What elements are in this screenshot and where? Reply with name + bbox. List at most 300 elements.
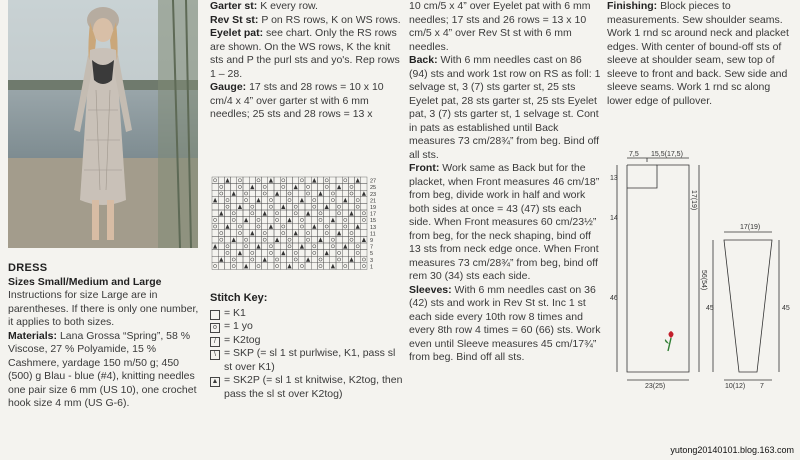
chart-cell (249, 217, 255, 224)
chart-cell (255, 256, 261, 263)
chart-cell (212, 250, 218, 257)
chart-sk2p-mark (356, 178, 360, 183)
chart-cell (280, 210, 286, 217)
chart-sk2p-mark (225, 178, 229, 183)
chart-sk2p-mark (250, 185, 254, 190)
rose-icon (662, 330, 680, 357)
chart-sk2p-mark (213, 244, 217, 249)
chart-cell (224, 230, 230, 237)
chart-sk2p-mark (281, 204, 285, 209)
chart-sk2p-mark (238, 251, 242, 256)
chart-cell (311, 243, 317, 250)
chart-cell (231, 210, 237, 217)
chart-cell (237, 263, 243, 270)
stitch-key-text: = 1 yo (224, 320, 253, 332)
chart-cell (237, 197, 243, 204)
chart-cell (348, 230, 354, 237)
chart-cell (268, 230, 274, 237)
chart-cell (255, 177, 261, 184)
chart-sk2p-mark (312, 178, 316, 183)
chart-cell (231, 203, 237, 210)
chart-yo-mark (313, 199, 316, 202)
chart-yo-mark (300, 225, 303, 228)
chart-sk2p-mark (300, 244, 304, 249)
chart-cell (361, 210, 367, 217)
stitch-key-item (210, 374, 403, 401)
chart-cell (293, 250, 299, 257)
chart-cell (243, 223, 249, 230)
chart-cell (317, 250, 323, 257)
chart-sk2p-mark (238, 204, 242, 209)
chart-cell (342, 217, 348, 224)
chart-cell (212, 263, 218, 270)
chart-cell (231, 250, 237, 257)
chart-cell (218, 230, 224, 237)
chart-yo-mark (313, 205, 316, 208)
chart-cell (305, 177, 311, 184)
chart-cell (299, 256, 305, 263)
chart-cell (237, 184, 243, 191)
chart-cell (231, 223, 237, 230)
chart-yo-mark (232, 212, 235, 215)
chart-cell (342, 177, 348, 184)
chart-cell (218, 190, 224, 197)
chart-cell (249, 223, 255, 230)
chart-cell (305, 223, 311, 230)
chart-yo-mark (232, 258, 235, 261)
chart-cell (280, 256, 286, 263)
chart-cell (274, 184, 280, 191)
chart-cell (305, 230, 311, 237)
stitch-key-text: = K1 (224, 306, 246, 319)
chart-yo-mark (350, 232, 353, 235)
chart-cell (224, 217, 230, 224)
chart-cell (255, 250, 261, 257)
eyelet-text: see chart. Only the RS rows are shown. On the WS rows, K the knit sts and P the purl sts and yo's. Rep rows 1 – 28. (210, 27, 400, 80)
chart-yo-mark (276, 258, 279, 261)
chart-cell (342, 210, 348, 217)
pattern-title: DRESS (8, 262, 48, 274)
chart-cell (324, 197, 330, 204)
chart-yo-mark (263, 192, 266, 195)
chart-cell (274, 250, 280, 257)
chart-cell (330, 177, 336, 184)
chart-yo-mark (269, 245, 272, 248)
dim-sleeve-right: 45 (782, 305, 790, 312)
chart-row-number: 3 (370, 257, 374, 264)
chart-sk2p-mark (343, 244, 347, 249)
chart-cell (249, 263, 255, 270)
eyelet-chart-grid (210, 174, 382, 274)
chart-yo-mark (350, 238, 353, 241)
chart-row-number: 1 (370, 264, 374, 271)
chart-cell (218, 243, 224, 250)
chart-cell (293, 263, 299, 270)
chart-cell (249, 210, 255, 217)
chart-yo-mark (356, 251, 359, 254)
chart-cell (355, 203, 361, 210)
chart-cell (218, 197, 224, 204)
chart-sk2p-mark (318, 191, 322, 196)
chart-cell (243, 197, 249, 204)
chart-yo-mark (338, 212, 341, 215)
chart-cell (330, 197, 336, 204)
sleeves-paragraph (409, 284, 602, 365)
chart-sk2p-mark (256, 244, 260, 249)
chart-yo-mark (226, 205, 229, 208)
finishing-text: Block pieces to measurements. Sew shoulder seams. Work 1 rnd sc around neck and placket edges. With center of bound-off sts of sleeve at shoulder seam, sew top of sleeve to front and back. Sew side and sleeve seams. Work 1 rnd sc along lower edge of pullover. (607, 0, 789, 107)
chart-cell (224, 250, 230, 257)
chart-cell (224, 210, 230, 217)
chart-sk2p-mark (312, 224, 316, 229)
chart-sk2p-mark (306, 257, 310, 262)
chart-cell (280, 217, 286, 224)
chart-yo-mark (269, 199, 272, 202)
chart-cell (243, 230, 249, 237)
chart-yo-mark (362, 265, 365, 268)
chart-cell (311, 256, 317, 263)
dim-sleeve-top: 17(19) (740, 224, 761, 231)
chart-cell (280, 223, 286, 230)
chart-yo-mark (245, 199, 248, 202)
chart-cell (361, 243, 367, 250)
chart-cell (286, 197, 292, 204)
chart-cell (305, 250, 311, 257)
chart-yo-mark (307, 185, 310, 188)
chart-cell (342, 256, 348, 263)
chart-cell (336, 217, 342, 224)
chart-sk2p-mark (232, 237, 236, 242)
back-paragraph (409, 54, 602, 162)
chart-sk2p-mark (263, 257, 267, 262)
dim-body-top-left: 7,5 (629, 151, 639, 158)
chart-yo-mark (282, 179, 285, 182)
chart-yo-mark (325, 225, 328, 228)
chart-yo-mark (214, 179, 217, 182)
chart-cell (342, 203, 348, 210)
chart-yo-mark (226, 251, 229, 254)
chart-cell (237, 223, 243, 230)
chart-yo-mark (325, 232, 328, 235)
chart-cell (231, 243, 237, 250)
chart-cell (311, 217, 317, 224)
chart-cell (348, 190, 354, 197)
column-stitches (210, 0, 403, 122)
chart-row-number: 7 (370, 244, 374, 251)
chart-cell (293, 210, 299, 217)
gauge-paragraph (210, 81, 403, 122)
chart-cell (330, 250, 336, 257)
gauge-text: 17 sts and 28 rows = 10 x 10 cm/4 x 4” over garter st with 6 mm needles; 25 sts and 28 rows = 13 x (210, 81, 384, 120)
chart-yo-mark (350, 185, 353, 188)
chart-cell (212, 203, 218, 210)
dim-body-top-right: 15,5(17,5) (651, 151, 683, 158)
dim-body-bottom: 23(25) (645, 383, 666, 390)
watermark-text: yutong20140101.blog.163.com (670, 445, 794, 455)
chart-cell (231, 256, 237, 263)
chart-cell (299, 190, 305, 197)
chart-cell (355, 217, 361, 224)
chart-cell (255, 217, 261, 224)
chart-cell (274, 217, 280, 224)
chart-cell (212, 223, 218, 230)
chart-yo-mark (251, 251, 254, 254)
chart-cell (336, 177, 342, 184)
chart-cell (249, 203, 255, 210)
column-materials (8, 262, 201, 411)
garter-paragraph (210, 0, 403, 14)
chart-yo-mark (325, 179, 328, 182)
gauge-label: Gauge: (210, 81, 247, 93)
chart-sk2p-mark (256, 198, 260, 203)
chart-cell (212, 184, 218, 191)
chart-cell (274, 263, 280, 270)
chart-cell (218, 203, 224, 210)
chart-cell (286, 230, 292, 237)
chart-yo-mark (257, 179, 260, 182)
chart-cell (305, 190, 311, 197)
chart-cell (268, 197, 274, 204)
chart-cell (317, 184, 323, 191)
chart-cell (299, 177, 305, 184)
chart-yo-mark (331, 192, 334, 195)
chart-yo-mark (288, 192, 291, 195)
chart-cell (324, 184, 330, 191)
chart-cell (224, 263, 230, 270)
chart-cell (262, 190, 268, 197)
chart-cell (311, 263, 317, 270)
chart-yo-mark (282, 225, 285, 228)
chart-cell (336, 243, 342, 250)
chart-cell (311, 230, 317, 237)
chart-cell (336, 210, 342, 217)
chart-cell (299, 184, 305, 191)
chart-yo-mark (276, 265, 279, 268)
chart-yo-mark (276, 218, 279, 221)
chart-cell (224, 197, 230, 204)
chart-cell (293, 190, 299, 197)
chart-sk2p-mark (275, 191, 279, 196)
chart-cell (336, 256, 342, 263)
intro-text: Instructions for size Large are in parentheses. If there is only one number, it applies to both sizes. (8, 289, 199, 328)
rev-label: Rev St st: (210, 13, 259, 26)
chart-row-number: 25 (370, 185, 377, 192)
schematic-diagram (607, 150, 795, 390)
chart-yo-mark (288, 199, 291, 202)
chart-yo-mark (319, 218, 322, 221)
chart-yo-mark (238, 232, 241, 235)
chart-cell (324, 223, 330, 230)
chart-yo-mark (257, 265, 260, 268)
chart-row-number: 15 (370, 218, 377, 225)
sleeves-label: Sleeves: (409, 283, 452, 296)
chart-cell (330, 203, 336, 210)
chart-sk2p-mark (232, 191, 236, 196)
chart-sk2p-mark (306, 211, 310, 216)
chart-cell (361, 230, 367, 237)
chart-cell (262, 217, 268, 224)
chart-cell (218, 236, 224, 243)
chart-sk2p-mark (244, 218, 248, 223)
chart-yo-mark (220, 185, 223, 188)
chart-yo-mark (344, 265, 347, 268)
materials-label: Materials: (8, 329, 58, 342)
chart-yo-mark (294, 258, 297, 261)
chart-yo-mark (214, 225, 217, 228)
eyelet-chart (210, 174, 382, 274)
chart-cell (348, 177, 354, 184)
chart-cell (243, 243, 249, 250)
stitch-symbol-icon (210, 310, 220, 320)
chart-cell (286, 203, 292, 210)
chart-cell (342, 230, 348, 237)
dim-shoulder-height: 17(19) (690, 190, 697, 211)
chart-cell (317, 243, 323, 250)
stitch-symbol-icon: / (210, 337, 220, 347)
chart-row-number: 27 (370, 178, 377, 185)
chart-cell (255, 263, 261, 270)
chart-cell (293, 223, 299, 230)
chart-cell (243, 184, 249, 191)
chart-cell (311, 236, 317, 243)
chart-yo-mark (238, 225, 241, 228)
chart-yo-mark (294, 205, 297, 208)
chart-yo-mark (313, 245, 316, 248)
chart-sk2p-mark (362, 237, 366, 242)
chart-cell (243, 250, 249, 257)
chart-cell (262, 203, 268, 210)
chart-cell (299, 223, 305, 230)
chart-cell (293, 217, 299, 224)
chart-cell (268, 236, 274, 243)
chart-sk2p-mark (325, 251, 329, 256)
chart-cell (317, 223, 323, 230)
chart-cell (305, 236, 311, 243)
chart-cell (361, 177, 367, 184)
chart-cell (218, 250, 224, 257)
column-construction (409, 0, 602, 365)
chart-cell (280, 263, 286, 270)
chart-cell (262, 197, 268, 204)
chart-cell (243, 190, 249, 197)
chart-cell (280, 236, 286, 243)
chart-cell (274, 177, 280, 184)
stitch-key-list (210, 307, 403, 402)
dim-body-left: 46 (610, 295, 618, 302)
chart-sk2p-mark (337, 231, 341, 236)
chart-sk2p-mark (349, 257, 353, 262)
chart-sk2p-mark (250, 231, 254, 236)
chart-yo-mark (257, 218, 260, 221)
chart-yo-mark (319, 258, 322, 261)
chart-cell (299, 217, 305, 224)
chart-cell (255, 184, 261, 191)
chart-cell (336, 250, 342, 257)
chart-cell (324, 210, 330, 217)
chart-cell (299, 230, 305, 237)
chart-sk2p-mark (294, 185, 298, 190)
chart-sk2p-mark (325, 204, 329, 209)
chart-cell (324, 190, 330, 197)
chart-cell (348, 184, 354, 191)
chart-cell (348, 250, 354, 257)
chart-cell (262, 263, 268, 270)
chart-cell (249, 236, 255, 243)
front-paragraph (409, 162, 602, 284)
chart-yo-mark (307, 238, 310, 241)
chart-sk2p-mark (356, 224, 360, 229)
stitch-key-item (210, 320, 403, 334)
chart-yo-mark (251, 258, 254, 261)
chart-cell (355, 230, 361, 237)
chart-cell (231, 184, 237, 191)
chart-cell (255, 203, 261, 210)
chart-yo-mark (307, 232, 310, 235)
back-text: With 6 mm needles cast on 86 (94) sts and work 1st row on RS as foll: 1 selvage st, 3 (7) sts garter st, 25 sts Eyelet pat, 28 sts garter st, 25 sts Eyelet pat, 3 (7) sts garter st, 1 selvage st. Cont in pats as established until Back measures 73 cm/28¾” from beg. Bind off all sts. (409, 54, 601, 161)
chart-sk2p-mark (275, 237, 279, 242)
chart-sk2p-mark (294, 231, 298, 236)
chart-cell (355, 250, 361, 257)
chart-cell (237, 190, 243, 197)
chart-cell (262, 223, 268, 230)
chart-sk2p-mark (219, 211, 223, 216)
chart-cell (224, 236, 230, 243)
chart-cell (237, 217, 243, 224)
chart-cell (361, 263, 367, 270)
chart-cell (274, 197, 280, 204)
chart-yo-mark (319, 265, 322, 268)
chart-yo-mark (325, 185, 328, 188)
chart-cell (243, 203, 249, 210)
chart-yo-mark (313, 251, 316, 254)
chart-yo-mark (338, 258, 341, 261)
chart-cell (336, 203, 342, 210)
chart-cell (299, 210, 305, 217)
chart-cell (218, 223, 224, 230)
chart-sk2p-mark (213, 198, 217, 203)
garter-label: Garter st: (210, 0, 258, 12)
chart-cell (355, 190, 361, 197)
chart-cell (348, 197, 354, 204)
chart-cell (324, 256, 330, 263)
chart-cell (212, 217, 218, 224)
chart-yo-mark (245, 192, 248, 195)
chart-cell (311, 210, 317, 217)
stitch-symbol-icon: ▲ (211, 378, 219, 385)
chart-yo-mark (214, 265, 217, 268)
chart-row-number: 13 (370, 224, 377, 231)
chart-yo-mark (269, 251, 272, 254)
chart-row-number: 21 (370, 198, 377, 205)
chart-cell (342, 250, 348, 257)
chart-cell (355, 256, 361, 263)
chart-sk2p-mark (287, 264, 291, 269)
chart-cell (317, 210, 323, 217)
garter-text: K every row. (260, 0, 318, 12)
chart-row-number: 9 (370, 238, 374, 244)
chart-row-number: 19 (370, 205, 377, 211)
dim-neck-depth: 13 (610, 175, 618, 182)
chart-row-number: 11 (370, 231, 376, 238)
chart-yo-mark (226, 199, 229, 202)
chart-yo-mark (300, 218, 303, 221)
chart-cell (286, 236, 292, 243)
chart-cell (268, 263, 274, 270)
chart-cell (243, 177, 249, 184)
chart-yo-mark (294, 251, 297, 254)
chart-cell (355, 197, 361, 204)
dim-sleeve-left: 45 (706, 305, 714, 312)
